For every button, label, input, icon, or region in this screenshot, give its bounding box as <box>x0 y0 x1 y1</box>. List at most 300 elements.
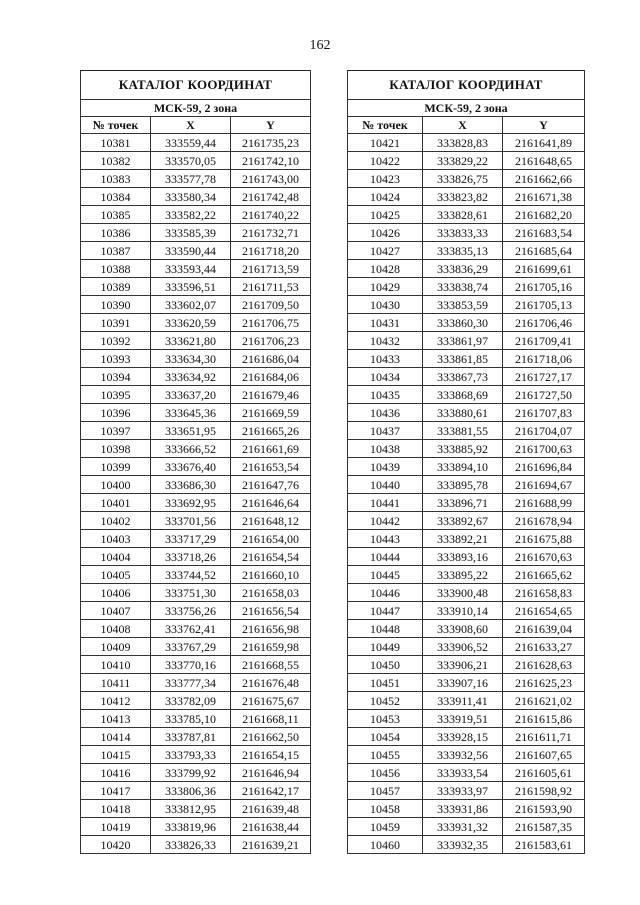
table-row <box>81 584 311 602</box>
coordinate-catalog-table-right <box>347 70 585 854</box>
table-row <box>81 260 311 278</box>
catalog-title: КАТАЛОГ КООРДИНАТ <box>81 71 311 100</box>
table-row <box>348 746 585 764</box>
y-coordinate-cell: 2161713,59 <box>231 260 311 278</box>
catalog-zone: МСК-59, 2 зона <box>348 100 585 117</box>
y-coordinate-cell: 2161665,26 <box>231 422 311 440</box>
y-coordinate-cell: 2161611,71 <box>503 728 585 746</box>
table-row <box>81 620 311 638</box>
table-row <box>81 350 311 368</box>
column-header-point-number: № точек <box>348 117 423 134</box>
table-row <box>348 584 585 602</box>
x-coordinate-cell: 333893,16 <box>423 548 503 566</box>
x-coordinate-cell: 333892,67 <box>423 512 503 530</box>
x-coordinate-cell: 333637,20 <box>151 386 231 404</box>
x-coordinate-cell: 333570,05 <box>151 152 231 170</box>
table-row <box>348 548 585 566</box>
y-coordinate-cell: 2161706,75 <box>231 314 311 332</box>
y-coordinate-cell: 2161607,65 <box>503 746 585 764</box>
y-coordinate-cell: 2161699,61 <box>503 260 585 278</box>
x-coordinate-cell: 333896,71 <box>423 494 503 512</box>
point-number-cell: 10381 <box>81 134 151 152</box>
point-number-cell: 10459 <box>348 818 423 836</box>
point-number-cell: 10452 <box>348 692 423 710</box>
x-coordinate-cell: 333782,09 <box>151 692 231 710</box>
y-coordinate-cell: 2161696,84 <box>503 458 585 476</box>
y-coordinate-cell: 2161593,90 <box>503 800 585 818</box>
point-number-cell: 10391 <box>81 314 151 332</box>
y-coordinate-cell: 2161675,88 <box>503 530 585 548</box>
x-coordinate-cell: 333593,44 <box>151 260 231 278</box>
x-coordinate-cell: 333645,36 <box>151 404 231 422</box>
y-coordinate-cell: 2161679,46 <box>231 386 311 404</box>
x-coordinate-cell: 333692,95 <box>151 494 231 512</box>
x-coordinate-cell: 333933,54 <box>423 764 503 782</box>
point-number-cell: 10419 <box>81 818 151 836</box>
y-coordinate-cell: 2161700,63 <box>503 440 585 458</box>
y-coordinate-cell: 2161583,61 <box>503 836 585 854</box>
x-coordinate-cell: 333620,59 <box>151 314 231 332</box>
y-coordinate-cell: 2161646,64 <box>231 494 311 512</box>
y-coordinate-cell: 2161676,48 <box>231 674 311 692</box>
x-coordinate-cell: 333701,56 <box>151 512 231 530</box>
point-number-cell: 10407 <box>81 602 151 620</box>
x-coordinate-cell: 333932,35 <box>423 836 503 854</box>
point-number-cell: 10446 <box>348 584 423 602</box>
point-number-cell: 10417 <box>81 782 151 800</box>
y-coordinate-cell: 2161707,83 <box>503 404 585 422</box>
x-coordinate-cell: 333836,29 <box>423 260 503 278</box>
point-number-cell: 10392 <box>81 332 151 350</box>
point-number-cell: 10426 <box>348 224 423 242</box>
x-coordinate-cell: 333582,22 <box>151 206 231 224</box>
table-row <box>348 422 585 440</box>
point-number-cell: 10400 <box>81 476 151 494</box>
table-row <box>348 512 585 530</box>
x-coordinate-cell: 333686,30 <box>151 476 231 494</box>
table-row <box>348 368 585 386</box>
point-number-cell: 10441 <box>348 494 423 512</box>
table-row <box>81 296 311 314</box>
table-row <box>348 620 585 638</box>
table-row <box>81 494 311 512</box>
table-row <box>348 458 585 476</box>
y-coordinate-cell: 2161705,16 <box>503 278 585 296</box>
table-row <box>348 728 585 746</box>
column-header-y: Y <box>231 117 311 134</box>
table-row <box>348 278 585 296</box>
table-row <box>81 134 311 152</box>
y-coordinate-cell: 2161743,00 <box>231 170 311 188</box>
table-row <box>348 332 585 350</box>
x-coordinate-cell: 333835,13 <box>423 242 503 260</box>
x-coordinate-cell: 333860,30 <box>423 314 503 332</box>
point-number-cell: 10395 <box>81 386 151 404</box>
y-coordinate-cell: 2161648,65 <box>503 152 585 170</box>
point-number-cell: 10424 <box>348 188 423 206</box>
table-row <box>348 710 585 728</box>
table-row <box>81 692 311 710</box>
x-coordinate-cell: 333777,34 <box>151 674 231 692</box>
point-number-cell: 10442 <box>348 512 423 530</box>
point-number-cell: 10433 <box>348 350 423 368</box>
table-row <box>348 656 585 674</box>
x-coordinate-cell: 333812,95 <box>151 800 231 818</box>
x-coordinate-cell: 333861,97 <box>423 332 503 350</box>
x-coordinate-cell: 333881,55 <box>423 422 503 440</box>
x-coordinate-cell: 333931,86 <box>423 800 503 818</box>
y-coordinate-cell: 2161742,10 <box>231 152 311 170</box>
x-coordinate-cell: 333895,22 <box>423 566 503 584</box>
x-coordinate-cell: 333828,83 <box>423 134 503 152</box>
x-coordinate-cell: 333868,69 <box>423 386 503 404</box>
y-coordinate-cell: 2161639,04 <box>503 620 585 638</box>
column-header-y: Y <box>503 117 585 134</box>
column-header-point-number: № точек <box>81 117 151 134</box>
table-row <box>348 170 585 188</box>
point-number-cell: 10443 <box>348 530 423 548</box>
x-coordinate-cell: 333900,48 <box>423 584 503 602</box>
x-coordinate-cell: 333756,26 <box>151 602 231 620</box>
table-row <box>81 386 311 404</box>
point-number-cell: 10398 <box>81 440 151 458</box>
point-number-cell: 10457 <box>348 782 423 800</box>
y-coordinate-cell: 2161625,23 <box>503 674 585 692</box>
table-row <box>81 188 311 206</box>
table-row <box>348 674 585 692</box>
column-header-x: X <box>423 117 503 134</box>
y-coordinate-cell: 2161670,63 <box>503 548 585 566</box>
point-number-cell: 10406 <box>81 584 151 602</box>
y-coordinate-cell: 2161656,54 <box>231 602 311 620</box>
x-coordinate-cell: 333867,73 <box>423 368 503 386</box>
x-coordinate-cell: 333602,07 <box>151 296 231 314</box>
y-coordinate-cell: 2161727,50 <box>503 386 585 404</box>
point-number-cell: 10412 <box>81 692 151 710</box>
table-row <box>348 188 585 206</box>
x-coordinate-cell: 333787,81 <box>151 728 231 746</box>
y-coordinate-cell: 2161684,06 <box>231 368 311 386</box>
x-coordinate-cell: 333892,21 <box>423 530 503 548</box>
table-row <box>81 242 311 260</box>
x-coordinate-cell: 333770,16 <box>151 656 231 674</box>
table-row <box>81 764 311 782</box>
point-number-cell: 10437 <box>348 422 423 440</box>
point-number-cell: 10420 <box>81 836 151 854</box>
point-number-cell: 10383 <box>81 170 151 188</box>
y-coordinate-cell: 2161646,94 <box>231 764 311 782</box>
point-number-cell: 10453 <box>348 710 423 728</box>
y-coordinate-cell: 2161648,12 <box>231 512 311 530</box>
point-number-cell: 10385 <box>81 206 151 224</box>
table-row <box>348 638 585 656</box>
y-coordinate-cell: 2161727,17 <box>503 368 585 386</box>
point-number-cell: 10401 <box>81 494 151 512</box>
y-coordinate-cell: 2161605,61 <box>503 764 585 782</box>
x-coordinate-cell: 333908,60 <box>423 620 503 638</box>
x-coordinate-cell: 333828,61 <box>423 206 503 224</box>
table-row <box>81 206 311 224</box>
point-number-cell: 10444 <box>348 548 423 566</box>
y-coordinate-cell: 2161653,54 <box>231 458 311 476</box>
x-coordinate-cell: 333931,32 <box>423 818 503 836</box>
table-row <box>81 368 311 386</box>
coordinate-catalog-table-left <box>80 70 311 854</box>
table-row <box>348 602 585 620</box>
point-number-cell: 10405 <box>81 566 151 584</box>
x-coordinate-cell: 333651,95 <box>151 422 231 440</box>
point-number-cell: 10456 <box>348 764 423 782</box>
point-number-cell: 10425 <box>348 206 423 224</box>
point-number-cell: 10397 <box>81 422 151 440</box>
x-coordinate-cell: 333751,30 <box>151 584 231 602</box>
table-row <box>81 746 311 764</box>
y-coordinate-cell: 2161660,10 <box>231 566 311 584</box>
x-coordinate-cell: 333885,92 <box>423 440 503 458</box>
point-number-cell: 10411 <box>81 674 151 692</box>
x-coordinate-cell: 333666,52 <box>151 440 231 458</box>
point-number-cell: 10402 <box>81 512 151 530</box>
point-number-cell: 10440 <box>348 476 423 494</box>
y-coordinate-cell: 2161740,22 <box>231 206 311 224</box>
table-row <box>81 710 311 728</box>
point-number-cell: 10408 <box>81 620 151 638</box>
x-coordinate-cell: 333767,29 <box>151 638 231 656</box>
catalog-title: КАТАЛОГ КООРДИНАТ <box>348 71 585 100</box>
x-coordinate-cell: 333580,34 <box>151 188 231 206</box>
table-row <box>81 476 311 494</box>
table-row <box>348 206 585 224</box>
page-number: 162 <box>309 38 331 53</box>
x-coordinate-cell: 333793,33 <box>151 746 231 764</box>
y-coordinate-cell: 2161654,15 <box>231 746 311 764</box>
y-coordinate-cell: 2161704,07 <box>503 422 585 440</box>
x-coordinate-cell: 333907,16 <box>423 674 503 692</box>
table-row <box>81 638 311 656</box>
x-coordinate-cell: 333829,22 <box>423 152 503 170</box>
point-number-cell: 10448 <box>348 620 423 638</box>
point-number-cell: 10432 <box>348 332 423 350</box>
point-number-cell: 10436 <box>348 404 423 422</box>
y-coordinate-cell: 2161639,21 <box>231 836 311 854</box>
x-coordinate-cell: 333910,14 <box>423 602 503 620</box>
point-number-cell: 10413 <box>81 710 151 728</box>
y-coordinate-cell: 2161647,76 <box>231 476 311 494</box>
y-coordinate-cell: 2161615,86 <box>503 710 585 728</box>
table-row <box>81 152 311 170</box>
point-number-cell: 10386 <box>81 224 151 242</box>
y-coordinate-cell: 2161633,27 <box>503 638 585 656</box>
x-coordinate-cell: 333894,10 <box>423 458 503 476</box>
table-row <box>348 386 585 404</box>
x-coordinate-cell: 333861,85 <box>423 350 503 368</box>
y-coordinate-cell: 2161654,00 <box>231 530 311 548</box>
point-number-cell: 10434 <box>348 368 423 386</box>
table-row <box>348 242 585 260</box>
point-number-cell: 10409 <box>81 638 151 656</box>
y-coordinate-cell: 2161706,23 <box>231 332 311 350</box>
table-row <box>348 782 585 800</box>
y-coordinate-cell: 2161669,59 <box>231 404 311 422</box>
point-number-cell: 10421 <box>348 134 423 152</box>
x-coordinate-cell: 333911,41 <box>423 692 503 710</box>
point-number-cell: 10439 <box>348 458 423 476</box>
point-number-cell: 10410 <box>81 656 151 674</box>
x-coordinate-cell: 333590,44 <box>151 242 231 260</box>
table-row <box>81 818 311 836</box>
x-coordinate-cell: 333906,21 <box>423 656 503 674</box>
y-coordinate-cell: 2161678,94 <box>503 512 585 530</box>
table-row <box>81 314 311 332</box>
y-coordinate-cell: 2161665,62 <box>503 566 585 584</box>
x-coordinate-cell: 333906,52 <box>423 638 503 656</box>
x-coordinate-cell: 333717,29 <box>151 530 231 548</box>
table-row <box>81 458 311 476</box>
y-coordinate-cell: 2161688,99 <box>503 494 585 512</box>
point-number-cell: 10389 <box>81 278 151 296</box>
point-number-cell: 10403 <box>81 530 151 548</box>
table-row <box>348 404 585 422</box>
y-coordinate-cell: 2161638,44 <box>231 818 311 836</box>
y-coordinate-cell: 2161683,54 <box>503 224 585 242</box>
x-coordinate-cell: 333559,44 <box>151 134 231 152</box>
y-coordinate-cell: 2161718,20 <box>231 242 311 260</box>
catalog-zone: МСК-59, 2 зона <box>81 100 311 117</box>
x-coordinate-cell: 333838,74 <box>423 278 503 296</box>
x-coordinate-cell: 333762,41 <box>151 620 231 638</box>
table-row <box>348 314 585 332</box>
point-number-cell: 10445 <box>348 566 423 584</box>
table-row <box>348 350 585 368</box>
y-coordinate-cell: 2161718,06 <box>503 350 585 368</box>
point-number-cell: 10422 <box>348 152 423 170</box>
point-number-cell: 10428 <box>348 260 423 278</box>
table-row <box>81 422 311 440</box>
y-coordinate-cell: 2161709,41 <box>503 332 585 350</box>
y-coordinate-cell: 2161705,13 <box>503 296 585 314</box>
y-coordinate-cell: 2161658,83 <box>503 584 585 602</box>
point-number-cell: 10427 <box>348 242 423 260</box>
y-coordinate-cell: 2161732,71 <box>231 224 311 242</box>
point-number-cell: 10455 <box>348 746 423 764</box>
x-coordinate-cell: 333819,96 <box>151 818 231 836</box>
y-coordinate-cell: 2161654,54 <box>231 548 311 566</box>
point-number-cell: 10396 <box>81 404 151 422</box>
x-coordinate-cell: 333596,51 <box>151 278 231 296</box>
point-number-cell: 10458 <box>348 800 423 818</box>
table-row <box>81 404 311 422</box>
point-number-cell: 10418 <box>81 800 151 818</box>
table-row <box>81 332 311 350</box>
y-coordinate-cell: 2161658,03 <box>231 584 311 602</box>
table-row <box>81 800 311 818</box>
table-row <box>81 656 311 674</box>
table-row <box>348 494 585 512</box>
y-coordinate-cell: 2161654,65 <box>503 602 585 620</box>
x-coordinate-cell: 333621,80 <box>151 332 231 350</box>
point-number-cell: 10390 <box>81 296 151 314</box>
point-number-cell: 10388 <box>81 260 151 278</box>
point-number-cell: 10438 <box>348 440 423 458</box>
table-row <box>81 224 311 242</box>
point-number-cell: 10384 <box>81 188 151 206</box>
table-row <box>348 836 585 854</box>
table-row <box>81 512 311 530</box>
column-header-x: X <box>151 117 231 134</box>
y-coordinate-cell: 2161598,92 <box>503 782 585 800</box>
point-number-cell: 10404 <box>81 548 151 566</box>
point-number-cell: 10382 <box>81 152 151 170</box>
y-coordinate-cell: 2161711,53 <box>231 278 311 296</box>
y-coordinate-cell: 2161661,69 <box>231 440 311 458</box>
y-coordinate-cell: 2161694,67 <box>503 476 585 494</box>
table-row <box>348 530 585 548</box>
y-coordinate-cell: 2161709,50 <box>231 296 311 314</box>
x-coordinate-cell: 333833,33 <box>423 224 503 242</box>
x-coordinate-cell: 333718,26 <box>151 548 231 566</box>
table-row <box>348 260 585 278</box>
y-coordinate-cell: 2161686,04 <box>231 350 311 368</box>
table-row <box>348 296 585 314</box>
table-row <box>81 278 311 296</box>
table-row <box>348 764 585 782</box>
x-coordinate-cell: 333932,56 <box>423 746 503 764</box>
y-coordinate-cell: 2161682,20 <box>503 206 585 224</box>
y-coordinate-cell: 2161641,89 <box>503 134 585 152</box>
x-coordinate-cell: 333895,78 <box>423 476 503 494</box>
y-coordinate-cell: 2161621,02 <box>503 692 585 710</box>
y-coordinate-cell: 2161659,98 <box>231 638 311 656</box>
x-coordinate-cell: 333585,39 <box>151 224 231 242</box>
table-row <box>348 152 585 170</box>
table-row <box>348 800 585 818</box>
point-number-cell: 10451 <box>348 674 423 692</box>
x-coordinate-cell: 333928,15 <box>423 728 503 746</box>
x-coordinate-cell: 333676,40 <box>151 458 231 476</box>
x-coordinate-cell: 333826,33 <box>151 836 231 854</box>
table-row <box>81 530 311 548</box>
x-coordinate-cell: 333806,36 <box>151 782 231 800</box>
point-number-cell: 10393 <box>81 350 151 368</box>
y-coordinate-cell: 2161685,64 <box>503 242 585 260</box>
table-row <box>348 692 585 710</box>
x-coordinate-cell: 333933,97 <box>423 782 503 800</box>
y-coordinate-cell: 2161675,67 <box>231 692 311 710</box>
point-number-cell: 10435 <box>348 386 423 404</box>
table-row <box>81 782 311 800</box>
table-row <box>81 440 311 458</box>
x-coordinate-cell: 333853,59 <box>423 296 503 314</box>
x-coordinate-cell: 333785,10 <box>151 710 231 728</box>
table-row <box>81 566 311 584</box>
x-coordinate-cell: 333577,78 <box>151 170 231 188</box>
point-number-cell: 10447 <box>348 602 423 620</box>
y-coordinate-cell: 2161662,66 <box>503 170 585 188</box>
point-number-cell: 10416 <box>81 764 151 782</box>
table-row <box>81 602 311 620</box>
table-row <box>81 674 311 692</box>
y-coordinate-cell: 2161639,48 <box>231 800 311 818</box>
y-coordinate-cell: 2161587,35 <box>503 818 585 836</box>
y-coordinate-cell: 2161642,17 <box>231 782 311 800</box>
x-coordinate-cell: 333799,92 <box>151 764 231 782</box>
table-row <box>348 224 585 242</box>
table-row <box>81 728 311 746</box>
y-coordinate-cell: 2161671,38 <box>503 188 585 206</box>
y-coordinate-cell: 2161668,55 <box>231 656 311 674</box>
table-row <box>81 170 311 188</box>
y-coordinate-cell: 2161668,11 <box>231 710 311 728</box>
